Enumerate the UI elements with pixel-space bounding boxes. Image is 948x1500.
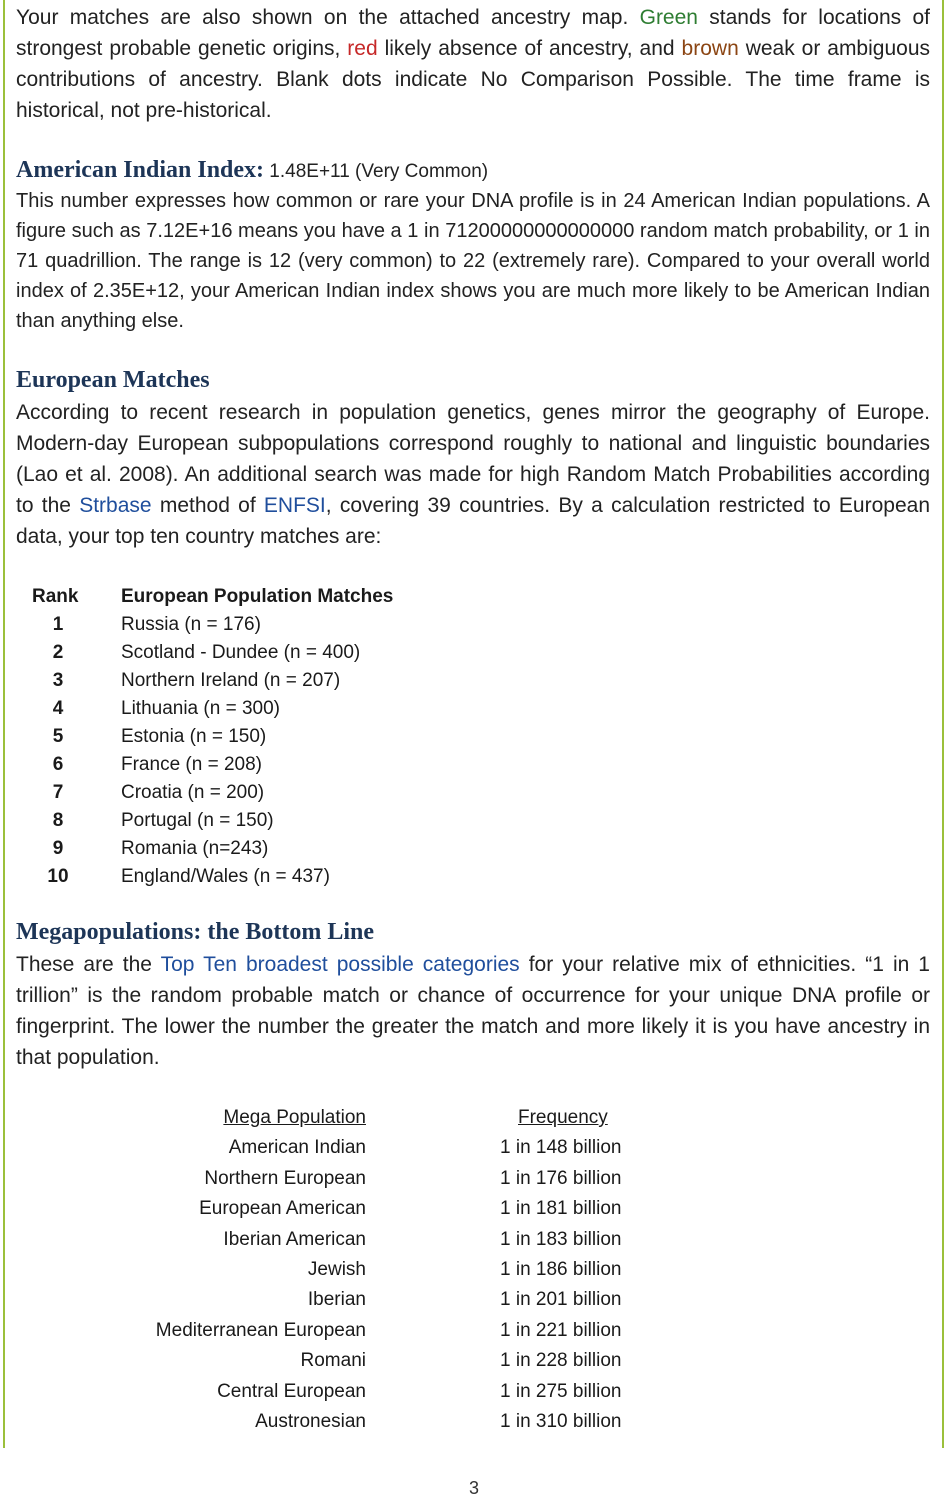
brown-term: brown <box>681 37 739 60</box>
page-number: 3 <box>468 1478 479 1498</box>
intro-paragraph: Your matches are also shown on the attached ancestry map. Green stands for locations of strongest probable genetic origins, red likely absence of ancestry, and brown weak or ambiguous contributions of ancestry. Blank dots indicate No Comparison Possible. The time frame is historical, not pre-historical. <box>16 6 930 122</box>
mega-population-column-header: Mega Population <box>223 1107 366 1128</box>
rank-table-header <box>30 583 393 611</box>
european-rank-table <box>30 583 393 891</box>
table-row: 2 Scotland - Dundee (n = 400) <box>52 642 361 663</box>
document-page: Your matches are also shown on the attached ancestry map. Green stands for locations of strongest probable genetic origins, red likely absence of ancestry, and brown weak or ambiguous contributions of ancestry. Blank dots indicate No Comparison Possible. The time frame is historical, not pre-historical. American Indian Index: 1.48E+11 (Very Common) This number expresses how common or rare your DNA profile is in 24 American Indian populations. A figure such as 7.12E+16 means you have a 1 in 71200000000000000 random match probability, or 1 in 71 quadrillion. The range is 12 (very common) to 22 (extremely rare). Compared to your overall world index of 2.35E+12, your American Indian index shows you are much more likely to be American Indian than anything else. European Matches According to recent research in population genetics, genes mirror the geography of Europe. Modern-day European subpopulations correspond roughly to national and linguistic boundaries (Lao et al. 2008). An additional search was made for high Random Match Probabilities according to the Strbase method of ENFSI, covering 39 countries. By a calculation restricted to European data, your top ten country matches are: Rank European Population Matches 1 Russia (n = 176) 2 Scotland - Dundee (n = 400) 3 Northern Ireland (n = 207) 4 Lithuania (n = 300) 5 Estonia (n = 150) 6 France (n = 208) 7 Croatia (n = 200) 8 Portugal (n = 150) 9 Romania (n=243) 10 England/Wales (n = 437) Megapopulations: the Bottom Line These are the Top Ten broadest possible categories for your relative mix of ethnicities. “1 in 1 trillion” is the random probable match or chance of occurrence for your unique DNA profile or fingerprint. The lower the number the greater the match and more likely it is you have ancestry in that population. Mega Population Frequency American Indian 1 in 148 billion Northern European 1 in 176 billion European American 1 in 181 billion Iberian American 1 in 183 billion Jewish 1 in 186 billion Iberian 1 in 201 billion Mediterranean European 1 in 221 billion Romani 1 in 228 billion Central European 1 in 275 billion Austronesian 1 in 310 billion 3 <box>0 0 948 1500</box>
table-row: 5 Estonia (n = 150) <box>52 726 267 747</box>
table-row: 4 Lithuania (n = 300) <box>52 698 280 719</box>
left-border-rule <box>3 0 5 1448</box>
table-row: 1 Russia (n = 176) <box>52 614 261 635</box>
rank-column-header: Rank <box>32 586 79 607</box>
table-row: 8 Portugal (n = 150) <box>52 810 274 831</box>
european-matches-heading: European Matches <box>16 367 210 393</box>
table-row: 3 Northern Ireland (n = 207) <box>52 670 341 691</box>
american-indian-paragraph: This number expresses how common or rare your DNA profile is in 24 American Indian populations. A figure such as 7.12E+16 means you have a 1 in 71200000000000000 random match probability, or 1 in 71 quadrillion. The range is 12 (very common) to 22 (extremely rare). Compared to your overall world index of 2.35E+12, your American Indian index shows you are much more likely to be American Indian than anything else. <box>16 190 930 332</box>
megapopulations-heading: Megapopulations: the Bottom Line <box>16 919 375 945</box>
table-row: 9 Romania (n=243) <box>52 838 269 859</box>
table-row: 7 Croatia (n = 200) <box>52 782 265 803</box>
red-term: red <box>347 37 378 60</box>
population-column-header: European Population Matches <box>121 586 394 607</box>
top-ten-categories-link[interactable]: Top Ten broadest possible categories <box>160 953 520 976</box>
strbase-link[interactable]: Strbase <box>79 494 152 517</box>
european-paragraph: According to recent research in population genetics, genes mirror the geography of Europe. Modern-day European subpopulations correspond roughly to national and linguistic boundaries (Lao et al. 2008). An additional search was made for high Random Match Probabilities according to the Strbase method of ENFSI, covering 39 countries. By a calculation restricted to European data, your top ten country matches are: <box>16 401 931 548</box>
table-row: 6 France (n = 208) <box>52 754 262 775</box>
enfsi-link[interactable]: ENFSI <box>263 494 326 517</box>
frequency-column-header: Frequency <box>518 1107 608 1128</box>
right-border-rule <box>942 0 944 1448</box>
megapopulations-paragraph: These are the Top Ten broadest possible categories for your relative mix of ethnicities. “1 in 1 trillion” is the random probable match or chance of occurrence for your unique DNA profile or fingerprint. The lower the number the greater the match and more likely it is you have ancestry in that population. <box>16 953 930 1069</box>
american-indian-heading: American Indian Index: 1.48E+11 (Very Common) <box>16 157 489 183</box>
american-indian-index-value: 1.48E+11 (Very Common) <box>264 161 489 182</box>
green-term: Green <box>639 6 698 29</box>
table-row: 10 England/Wales (n = 437) <box>47 866 330 887</box>
